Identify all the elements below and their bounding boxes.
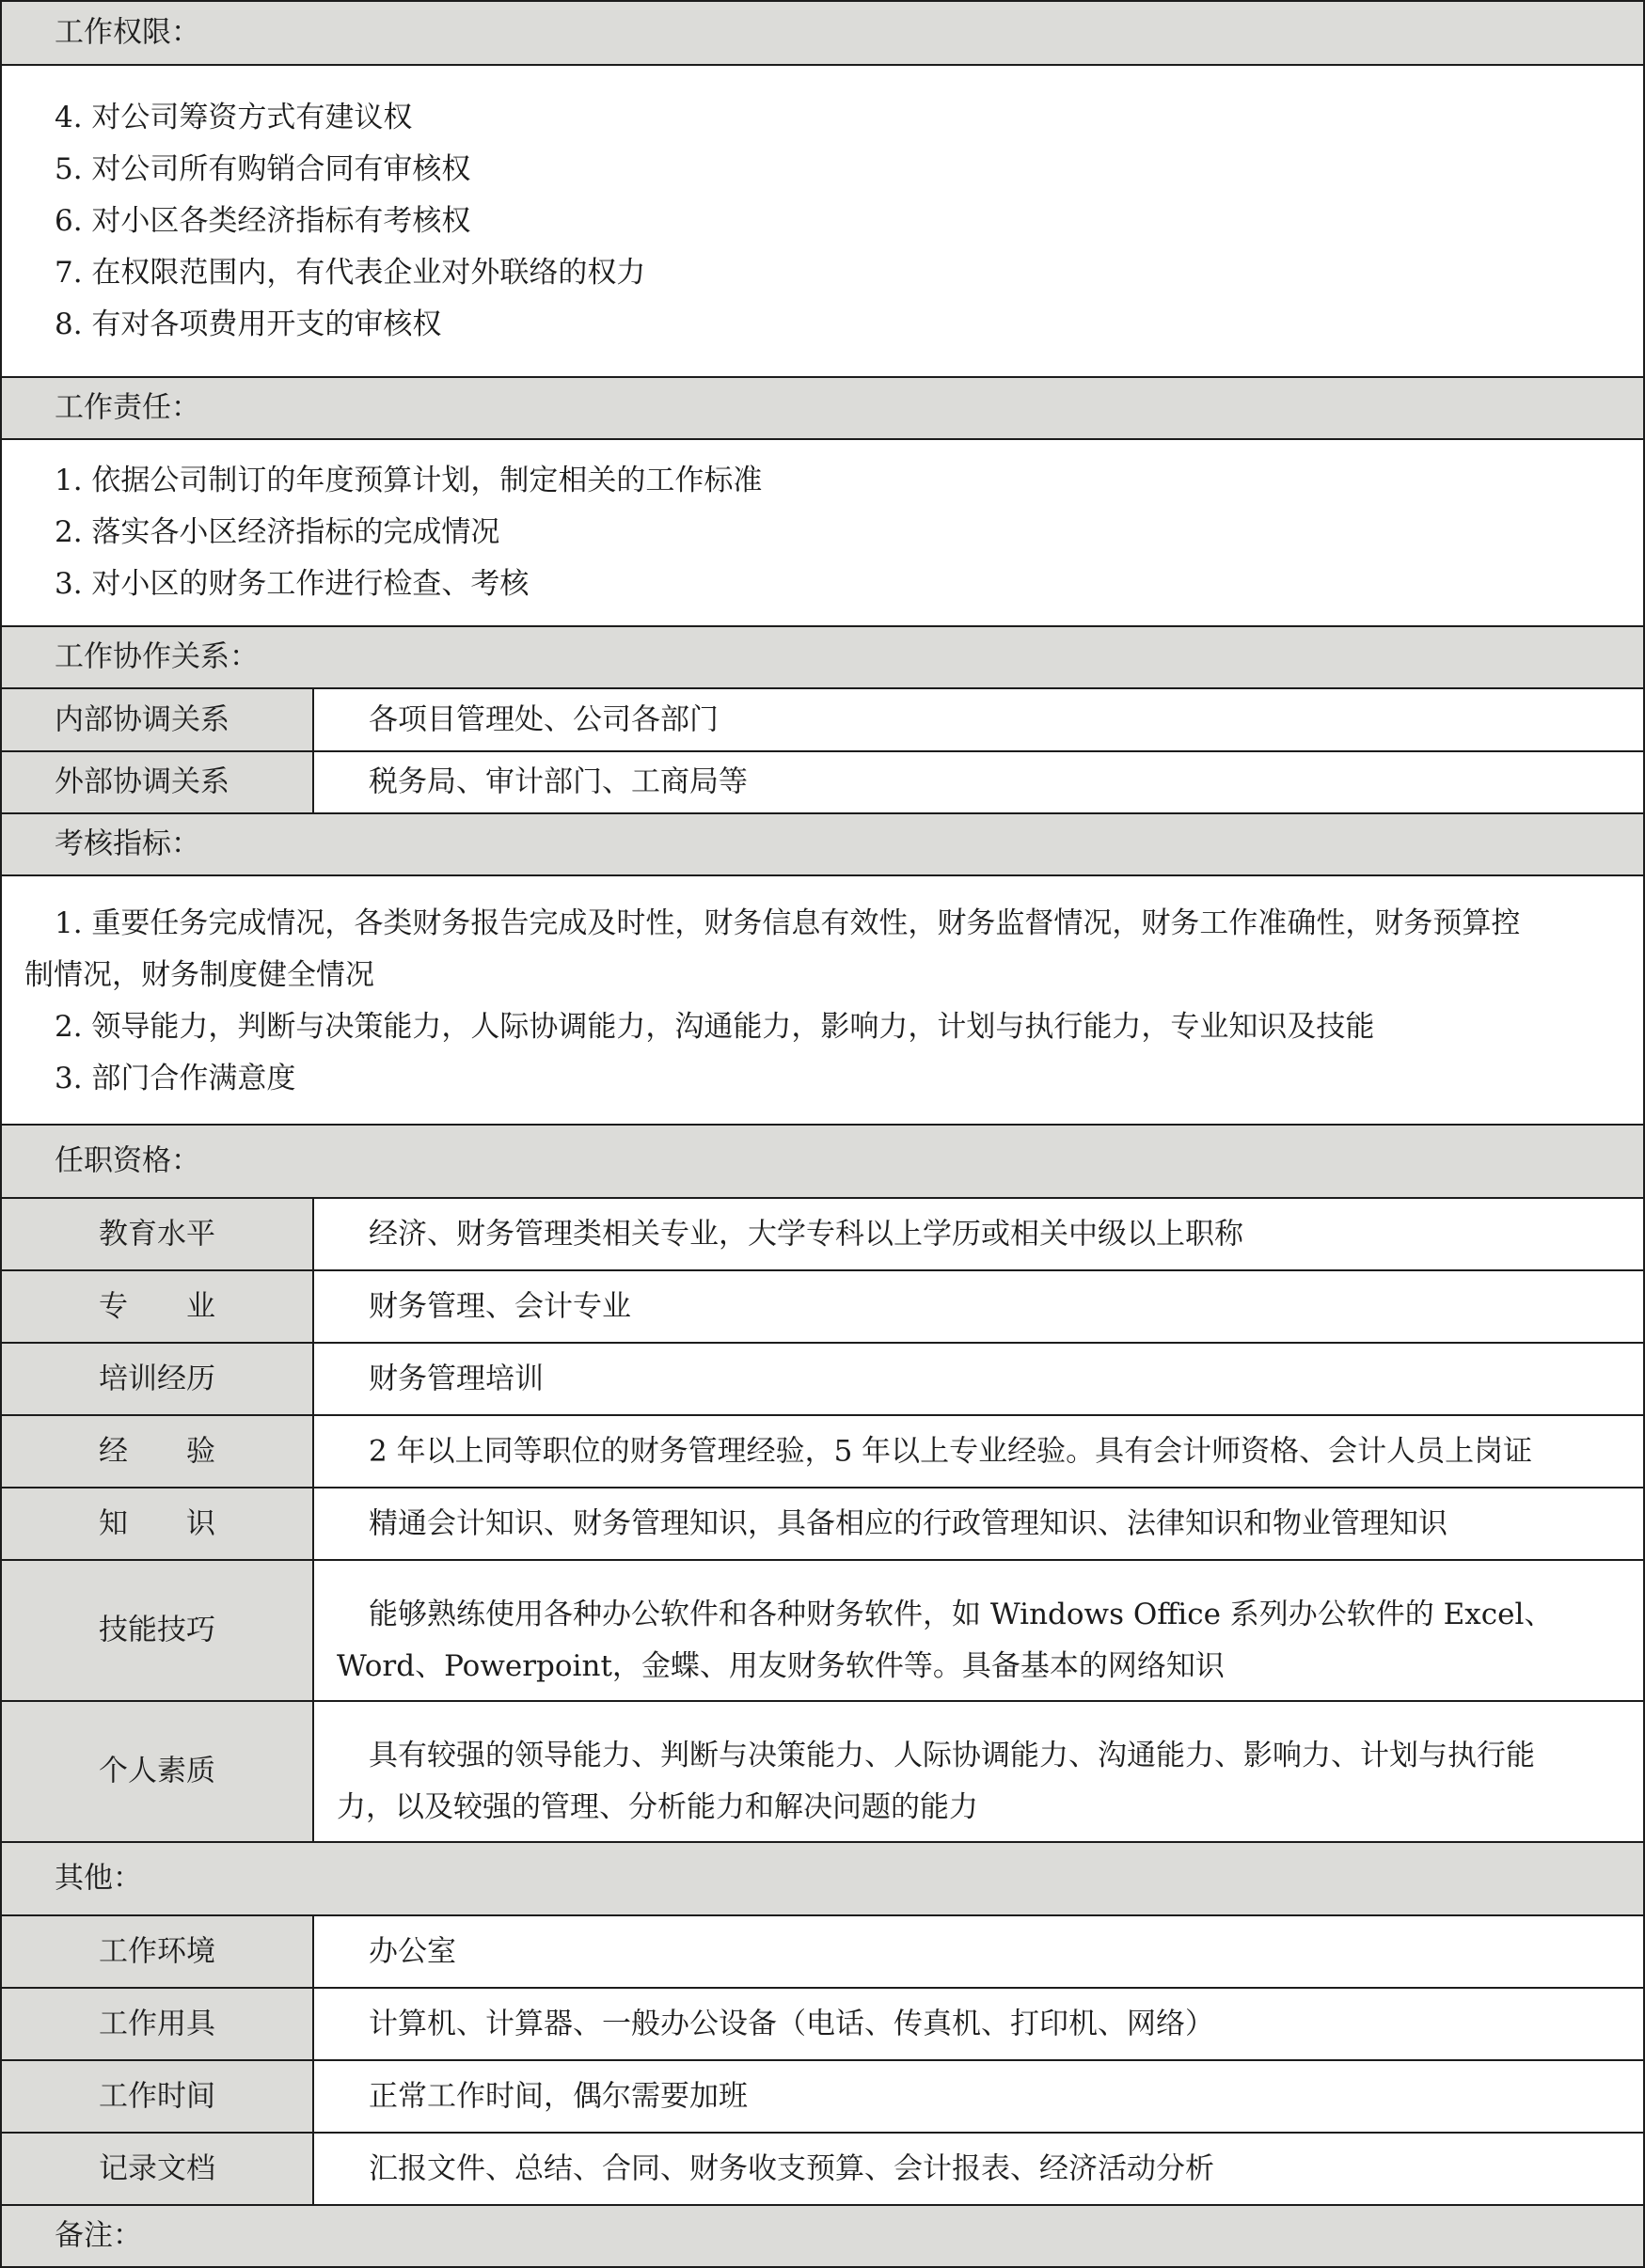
- section-title: 备注：: [55, 2218, 142, 2253]
- section-header-cooperation: [2, 627, 1643, 689]
- section-title: 工作责任：: [55, 390, 200, 425]
- row-value: 能够熟练使用各种办公软件和各种财务软件，如 Windows Office 系列办公软件的 Excel、 Word、Powerpoint，金蝶、用友财务软件等。具备基本的网络知识: [337, 1598, 1554, 1683]
- section-header-qualifications: [2, 1126, 1643, 1199]
- section-title: 其他：: [55, 1861, 142, 1896]
- list-item: 3. 部门合作满意度: [55, 1062, 296, 1095]
- section-header-other: [2, 1843, 1643, 1916]
- section-header-work-responsibility: [2, 378, 1643, 440]
- list-item: 6. 对小区各类经济指标有考核权: [55, 204, 471, 238]
- table-row: [2, 752, 1643, 814]
- row-value: 财务管理培训: [369, 1362, 544, 1395]
- row-value: 经济、财务管理类相关专业，大学专科以上学历或相关中级以上职称: [369, 1217, 1243, 1251]
- table-row: [2, 1989, 1643, 2061]
- section-header-work-authority: [2, 2, 1643, 66]
- row-value: 精通会计知识、财务管理知识，具备相应的行政管理知识、法律知识和物业管理知识: [369, 1506, 1447, 1540]
- table-row: [2, 2061, 1643, 2134]
- list-item: 7. 在权限范围内，有代表企业对外联络的权力: [55, 256, 646, 290]
- row-value: 办公室: [369, 1934, 456, 1968]
- section-title: 工作协作关系：: [55, 639, 259, 674]
- table-row: [2, 1916, 1643, 1989]
- row-label: 培训经历: [2, 1344, 314, 1414]
- work-responsibility-list: [2, 440, 1643, 627]
- section-title: 工作权限：: [55, 15, 200, 50]
- table-row: [2, 1344, 1643, 1416]
- section-header-kpi: [2, 814, 1643, 876]
- table-row: [2, 2134, 1643, 2206]
- list-item: 3. 对小区的财务工作进行检查、考核: [55, 567, 530, 601]
- list-item: 1. 重要任务完成情况，各类财务报告完成及时性，财务信息有效性，财务监督情况，财务工作准确性，财务预算控: [55, 906, 1521, 940]
- table-row: [2, 689, 1643, 752]
- row-label: 外部协调关系: [2, 752, 314, 812]
- work-authority-list: [2, 66, 1643, 378]
- row-label: 工作环境: [2, 1916, 314, 1987]
- table-row: [2, 1561, 1643, 1702]
- row-label: 工作用具: [2, 1989, 314, 2059]
- row-label: 专 业: [2, 1271, 314, 1342]
- kpi-list: [2, 876, 1643, 1126]
- row-value: 计算机、计算器、一般办公设备（电话、传真机、打印机、网络）: [369, 2007, 1214, 2040]
- row-value: 税务局、审计部门、工商局等: [369, 764, 748, 799]
- section-title: 任职资格：: [55, 1143, 200, 1178]
- table-row: [2, 1416, 1643, 1488]
- row-label: 教育水平: [2, 1199, 314, 1269]
- list-item: 1. 依据公司制订的年度预算计划，制定相关的工作标准: [55, 464, 763, 497]
- row-value: 各项目管理处、公司各部门: [369, 702, 719, 736]
- row-label: 知 识: [2, 1488, 314, 1559]
- table-row: [2, 1199, 1643, 1271]
- row-label: 内部协调关系: [2, 689, 314, 750]
- row-value: 汇报文件、总结、合同、财务收支预算、会计报表、经济活动分析: [369, 2151, 1214, 2185]
- list-item-continuation: 制情况，财务制度健全情况: [24, 958, 374, 992]
- row-value: 2 年以上同等职位的财务管理经验，5 年以上专业经验。具有会计师资格、会计人员上岗证: [369, 1434, 1533, 1468]
- row-label: 记录文档: [2, 2134, 314, 2204]
- row-label: 工作时间: [2, 2061, 314, 2132]
- row-value: 正常工作时间，偶尔需要加班: [369, 2079, 748, 2113]
- section-title: 考核指标：: [55, 827, 200, 861]
- list-item: 4. 对公司筹资方式有建议权: [55, 101, 413, 134]
- section-header-remarks: [2, 2206, 1643, 2266]
- list-item: 8. 有对各项费用开支的审核权: [55, 307, 442, 341]
- row-value: 财务管理、会计专业: [369, 1289, 631, 1323]
- row-label: 技能技巧: [2, 1561, 314, 1700]
- list-item: 5. 对公司所有购销合同有审核权: [55, 152, 471, 186]
- row-label: 个人素质: [2, 1702, 314, 1841]
- table-row: [2, 1488, 1643, 1561]
- row-value: 具有较强的领导能力、判断与决策能力、人际协调能力、沟通能力、影响力、计划与执行能 力，以及较强的管理、分析能力和解决问题的能力: [337, 1739, 1535, 1824]
- row-label: 经 验: [2, 1416, 314, 1487]
- table-row: [2, 1702, 1643, 1843]
- list-item: 2. 落实各小区经济指标的完成情况: [55, 515, 500, 549]
- table-row: [2, 1271, 1643, 1344]
- list-item: 2. 领导能力，判断与决策能力，人际协调能力，沟通能力，影响力，计划与执行能力，专业知识及技能: [55, 1010, 1375, 1044]
